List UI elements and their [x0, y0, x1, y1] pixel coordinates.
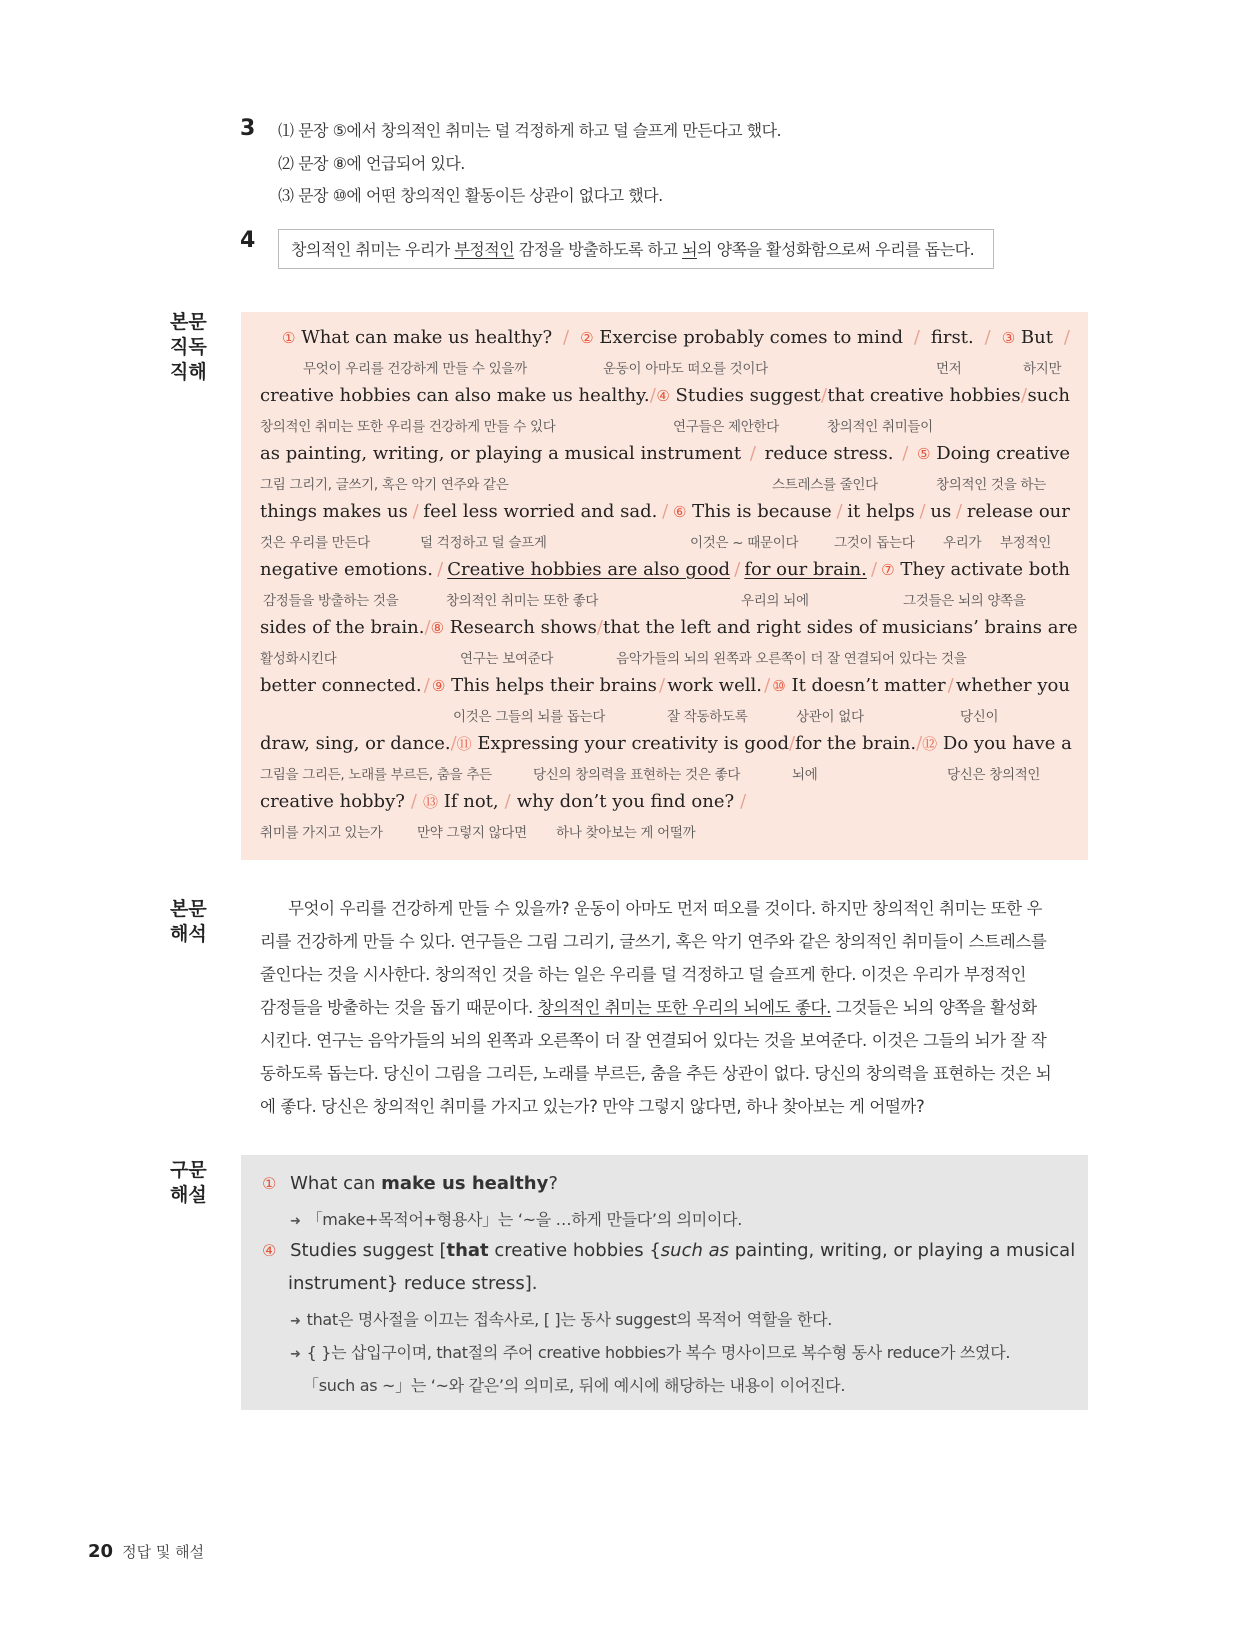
english-chunk: What can make us healthy?	[301, 327, 553, 348]
english-chunk: us	[930, 501, 952, 522]
reading-line-8	[260, 733, 1070, 761]
korean-gloss: 것은 우리를 만든다	[260, 535, 370, 551]
sentence-group	[457, 733, 789, 754]
sentence-number: ④	[262, 1241, 277, 1260]
reading-line-7	[260, 675, 1070, 703]
arrow-right-icon: ➜	[290, 1214, 301, 1229]
korean-gloss: 창의적인 취미는 또한 좋다	[446, 593, 599, 609]
translation-line: 동하도록 돕는다. 당신이 그림을 그리든, 노래를 부르든, 춤을 추든 상관이 없다. 당신의 창의력을 표현하는 것은 뇌	[260, 1064, 1052, 1083]
english-chunk: Research shows	[449, 617, 597, 638]
sentence-number: ⑦	[881, 561, 895, 579]
english-chunk: things makes us	[260, 501, 408, 522]
label-syntax	[170, 1158, 207, 1208]
sentence-group	[1002, 327, 1053, 348]
translation-text: 감정들을 방출하는 것을 돕기 때문이다.	[260, 998, 538, 1017]
q3-line-1: ⑴ 문장 ⑤에서 창의적인 취미는 덜 걱정하게 하고 덜 슬프게 만든다고 했다.	[278, 121, 782, 140]
english-chunk: negative emotions.	[260, 559, 433, 580]
english-chunk-underlined: for our brain.	[744, 559, 867, 580]
slash: /	[789, 733, 796, 754]
sentence-number: ⑤	[917, 445, 931, 463]
arrow-right-icon: ➜	[290, 1347, 301, 1362]
english-chunk: reduce stress.	[764, 443, 894, 464]
korean-gloss: 창의적인 것을 하는	[936, 477, 1046, 493]
sentence-group	[656, 385, 820, 406]
sentence-number: ⑧	[430, 619, 445, 637]
sentence-group	[922, 733, 1072, 754]
sentence-number: ①	[262, 1174, 277, 1193]
slash: /	[984, 327, 991, 348]
korean-gloss: 연구들은 제안한다	[673, 419, 779, 435]
slash: /	[659, 675, 666, 696]
korean-gloss: 부정적인	[1000, 535, 1051, 551]
english-chunk: it helps	[847, 501, 915, 522]
english-chunk: work well.	[667, 675, 762, 696]
english-chunk-underlined: Creative hobbies are also good	[447, 559, 731, 580]
reading-line-6	[260, 617, 1078, 645]
slash: /	[450, 733, 457, 754]
korean-gloss: 당신이	[960, 709, 999, 725]
label-translation	[170, 897, 207, 947]
sentence-group	[282, 327, 552, 348]
q4-text-2: 감정을 방출하도록 하고	[514, 240, 683, 259]
label-line: 본문	[170, 311, 207, 333]
slash: /	[947, 675, 954, 696]
korean-gloss: 하나 찾아보는 게 어떨까	[556, 825, 696, 841]
sentence-group	[673, 501, 832, 522]
q3-line-3: ⑶ 문장 ⑩에 어떤 창의적인 활동이든 상관이 없다고 했다.	[278, 186, 663, 205]
reading-line-4	[260, 501, 1070, 529]
sentence-group	[432, 675, 657, 696]
english-chunk: feel less worried and sad.	[423, 501, 658, 522]
syntax-text-bold: make us healthy	[381, 1173, 549, 1194]
korean-gloss: 상관이 없다	[796, 709, 864, 725]
english-chunk: draw, sing, or dance.	[260, 733, 451, 754]
slash: /	[1063, 327, 1070, 348]
english-chunk: Do you have a	[942, 733, 1072, 754]
english-chunk: This helps their brains	[451, 675, 657, 696]
sentence-number: ⑫	[922, 735, 938, 753]
sentence-group	[772, 675, 945, 696]
translation-line: 무엇이 우리를 건강하게 만들 수 있을까? 운동이 아마도 먼저 떠오를 것이다. 하지만 창의적인 취미는 또한 우	[288, 899, 1043, 918]
sentence-group	[917, 443, 1070, 464]
translation-line: 에 좋다. 당신은 창의적인 취미를 가지고 있는가? 만약 그렇지 않다면, 하나 찾아보는 게 어떨까?	[260, 1097, 925, 1116]
korean-gloss: 그림 그리기, 글쓰기, 혹은 악기 연주와 같은	[260, 477, 509, 493]
english-chunk: Studies suggest	[675, 385, 821, 406]
slash: /	[913, 327, 920, 348]
sentence-number: ⑨	[431, 677, 446, 695]
korean-gloss: 그것이 돕는다	[834, 535, 915, 551]
page-footer	[88, 1541, 204, 1562]
syntax-text: creative hobbies {	[488, 1240, 661, 1261]
syntax-text: What can	[290, 1173, 382, 1194]
translation-text: 그것들은 뇌의 양쪽을 활성화	[830, 998, 1037, 1017]
syntax-note-2	[290, 1307, 832, 1330]
slash: /	[820, 385, 828, 406]
q4-text-underlined-2: 뇌	[682, 240, 698, 259]
label-line: 직독	[170, 336, 207, 358]
sentence-number: ②	[580, 329, 594, 347]
english-chunk: release our	[966, 501, 1070, 522]
reading-line-1	[260, 327, 1070, 355]
english-chunk: Doing creative	[936, 443, 1070, 464]
korean-gloss: 뇌에	[792, 767, 818, 783]
slash: /	[916, 733, 923, 754]
korean-gloss: 스트레스를 줄인다	[772, 477, 878, 493]
footer-label: 정답 및 해설	[122, 1543, 205, 1561]
english-chunk: why don’t you find one?	[516, 791, 735, 812]
english-chunk: whether you	[955, 675, 1070, 696]
syntax-item-2-line-2: instrument} reduce stress].	[288, 1273, 538, 1294]
sentence-group	[431, 617, 597, 638]
korean-gloss: 하지만	[1023, 361, 1062, 377]
reading-line-5	[260, 559, 1070, 587]
korean-gloss: 우리가	[943, 535, 982, 551]
english-chunk: that creative hobbies	[827, 385, 1021, 406]
syntax-note-3	[290, 1340, 1010, 1363]
translation-line: 리를 건강하게 만들 수 있다. 연구들은 그림 그리기, 글쓰기, 혹은 악기 연주와 같은 창의적인 취미들이 스트레스를	[260, 932, 1047, 951]
syntax-note-text: that은 명사절을 이끄는 접속사로, [ ]는 동사 suggest의 목적어 역할을 한다.	[306, 1310, 833, 1329]
sentence-number: ⑥	[672, 503, 687, 521]
korean-gloss: 덜 걱정하고 덜 슬프게	[420, 535, 547, 551]
english-chunk: creative hobbies can also make us healthy.	[260, 385, 650, 406]
translation-text-underlined: 창의적인 취미는 또한 우리의 뇌에도 좋다.	[537, 998, 831, 1017]
translation-line: 시킨다. 연구는 음악가들의 뇌의 왼쪽과 오른쪽이 더 잘 연결되어 있다는 것을 보여준다. 이것은 그들의 뇌가 잘 작	[260, 1031, 1047, 1050]
reading-line-9	[260, 791, 1070, 819]
page-number: 20	[88, 1541, 114, 1562]
sentence-group	[423, 791, 499, 812]
slash: /	[955, 501, 963, 522]
label-line: 해석	[170, 923, 207, 945]
english-chunk: Expressing your creativity is good	[477, 733, 790, 754]
slash: /	[764, 675, 771, 696]
label-line: 구문	[170, 1159, 207, 1181]
english-chunk: for the brain.	[795, 733, 917, 754]
slash: /	[749, 443, 756, 464]
translation-paragraph	[260, 892, 1068, 1123]
english-chunk: If not,	[443, 791, 499, 812]
syntax-item-2	[262, 1240, 1075, 1261]
korean-gloss: 창의적인 취미들이	[827, 419, 933, 435]
english-chunk: as painting, writing, or playing a musical instrument	[260, 443, 742, 464]
slash: /	[902, 443, 909, 464]
q4-text-underlined-1: 부정적인	[454, 240, 515, 259]
sentence-number: ①	[282, 329, 296, 347]
syntax-text-italic: such as	[660, 1240, 730, 1261]
syntax-note-text: 「make+목적어+형용사」는 ‘~을 …하게 만들다’의 의미이다.	[306, 1210, 743, 1229]
q3-line-2: ⑵ 문장 ⑧에 언급되어 있다.	[278, 154, 465, 173]
english-chunk: It doesn’t matter	[791, 675, 946, 696]
korean-gloss: 만약 그렇지 않다면	[417, 825, 527, 841]
slash: /	[410, 791, 417, 812]
korean-gloss: 연구는 보여준다	[460, 651, 554, 667]
reading-line-3	[260, 443, 1070, 471]
korean-gloss: 당신의 창의력을 표현하는 것은 좋다	[533, 767, 741, 783]
korean-gloss: 창의적인 취미는 또한 우리를 건강하게 만들 수 있다	[260, 419, 556, 435]
english-chunk: creative hobby?	[260, 791, 405, 812]
english-chunk: They activate both	[900, 559, 1070, 580]
english-chunk: This is because	[692, 501, 832, 522]
sentence-group	[881, 559, 1070, 580]
label-direct-reading	[170, 310, 207, 385]
korean-gloss: 취미를 가지고 있는가	[260, 825, 383, 841]
sentence-number: ⑩	[772, 677, 786, 695]
sentence-number: ④	[656, 387, 670, 405]
slash: /	[662, 501, 669, 522]
slash: /	[836, 501, 843, 522]
slash: /	[412, 501, 419, 522]
syntax-note-text: { }는 삽입구이며, that절의 주어 creative hobbies가 복수 명사이므로 복수형 동사 reduce가 쓰였다.	[306, 1343, 1011, 1362]
syntax-text: Studies suggest [	[290, 1240, 447, 1261]
korean-gloss: 먼저	[936, 361, 962, 377]
slash: /	[504, 791, 511, 812]
english-chunk: that the left and right sides of musicians’ brains are	[602, 617, 1078, 638]
q4-answer-box	[278, 229, 994, 269]
q4-text-1: 창의적인 취미는 우리가	[291, 240, 455, 259]
translation-line	[260, 991, 1068, 1024]
slash: /	[919, 501, 926, 522]
korean-gloss: 잘 작동하도록	[667, 709, 748, 725]
sentence-number: ⑬	[422, 793, 438, 811]
slash: /	[424, 617, 431, 638]
korean-gloss: 그림을 그리든, 노래를 부르든, 춤을 추든	[260, 767, 492, 783]
syntax-text: ?	[548, 1173, 558, 1194]
syntax-item-1	[262, 1173, 558, 1194]
slash: /	[740, 791, 747, 812]
syntax-note-1	[290, 1207, 742, 1230]
slash: /	[423, 675, 430, 696]
label-line: 직해	[170, 361, 207, 383]
slash: /	[437, 559, 444, 580]
label-line: 해설	[170, 1184, 207, 1206]
question-4-number: 4	[240, 228, 256, 253]
slash: /	[563, 327, 570, 348]
korean-gloss: 이것은 그들의 뇌를 돕는다	[453, 709, 606, 725]
english-chunk: better connected.	[260, 675, 422, 696]
korean-gloss: 활성화시킨다	[260, 651, 337, 667]
korean-gloss: 운동이 아마도 떠오를 것이다	[603, 361, 768, 377]
english-chunk: But	[1020, 327, 1053, 348]
reading-line-2	[260, 385, 1070, 413]
slash: /	[1021, 385, 1028, 406]
korean-gloss: 음악가들의 뇌의 왼쪽과 오른쪽이 더 잘 연결되어 있다는 것을	[616, 651, 967, 667]
question-3-number: 3	[240, 116, 256, 141]
syntax-note-4: 「such as ~」는 ‘~와 같은’의 의미로, 뒤에 예시에 해당하는 내용이 이어진다.	[303, 1376, 846, 1395]
syntax-text: painting, writing, or playing a musical	[729, 1240, 1076, 1261]
english-chunk: sides of the brain.	[260, 617, 425, 638]
slash: /	[649, 385, 656, 406]
english-chunk: such	[1027, 385, 1070, 406]
korean-gloss: 이것은 ~ 때문이다	[690, 535, 799, 551]
slash: /	[734, 559, 741, 580]
label-line: 본문	[170, 898, 207, 920]
korean-gloss: 우리의 뇌에	[741, 593, 809, 609]
translation-line: 줄인다는 것을 시사한다. 창의적인 것을 하는 일은 우리를 덜 걱정하고 덜 슬프게 한다. 이것은 우리가 부정적인	[260, 965, 1027, 984]
sentence-group	[580, 327, 903, 348]
slash: /	[596, 617, 603, 638]
arrow-right-icon: ➜	[290, 1314, 301, 1329]
english-chunk: Exercise probably comes to mind	[599, 327, 903, 348]
sentence-number: ⑪	[456, 735, 472, 753]
english-chunk: first.	[930, 327, 974, 348]
syntax-text-bold: that	[446, 1240, 489, 1261]
korean-gloss: 그것들은 뇌의 양쪽을	[903, 593, 1026, 609]
korean-gloss: 무엇이 우리를 건강하게 만들 수 있을까	[303, 361, 527, 377]
q4-text-3: 의 양쪽을 활성화함으로써 우리를 돕는다.	[697, 240, 975, 259]
korean-gloss: 당신은 창의적인	[947, 767, 1041, 783]
slash: /	[870, 559, 878, 580]
sentence-number: ③	[1001, 329, 1016, 347]
korean-gloss: 감정들을 방출하는 것을	[263, 593, 399, 609]
